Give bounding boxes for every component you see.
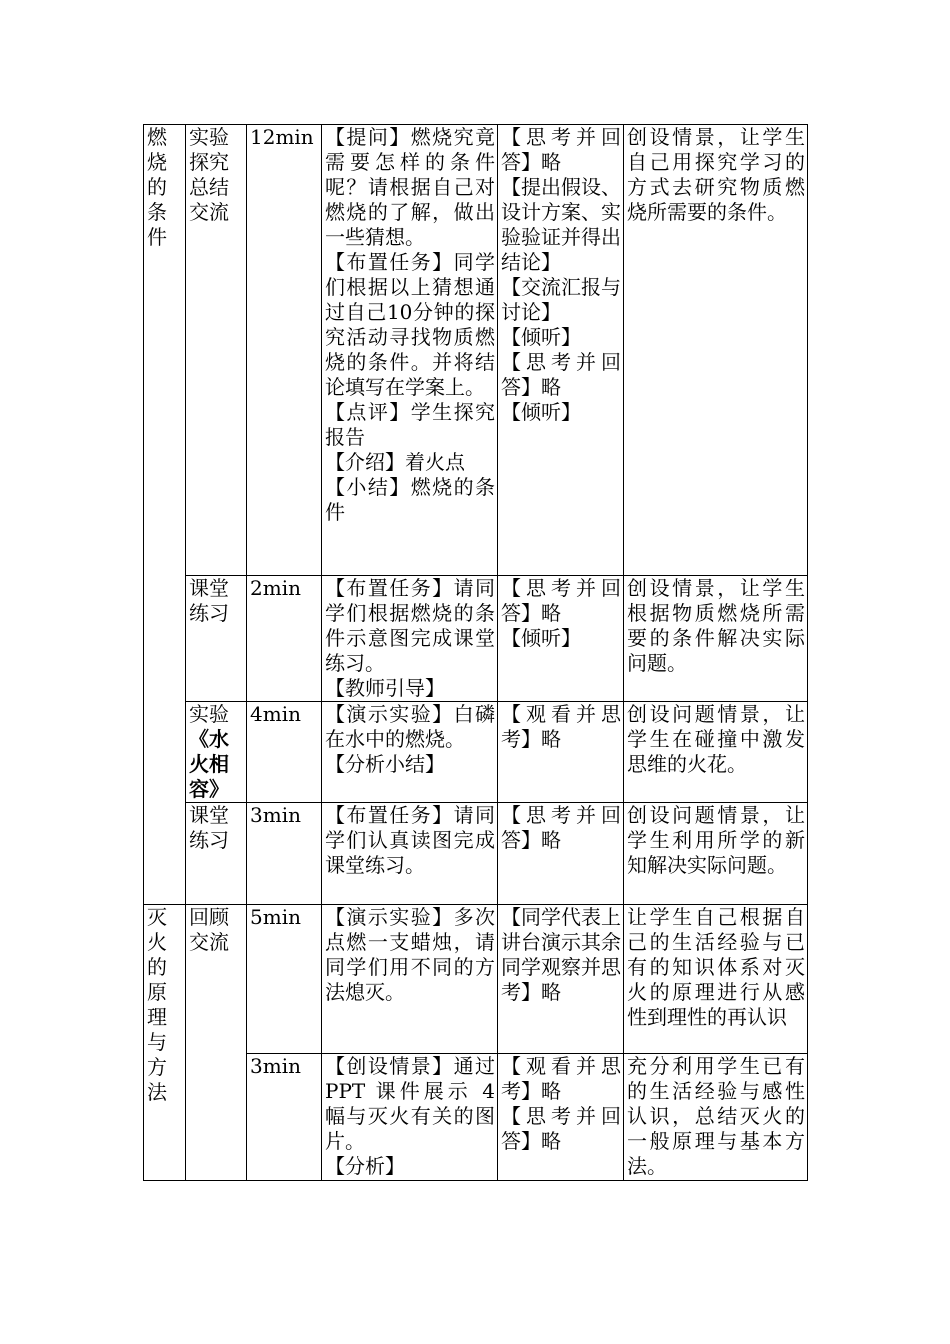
teacher-activity-cell: [322, 803, 498, 905]
teacher-activity-cell: [322, 905, 498, 1054]
teacher-activity-text: 【小结】燃烧的条件: [325, 475, 495, 524]
design-intent-cell: [624, 1054, 808, 1181]
time-cell: [247, 576, 322, 702]
student-activity-cell: [498, 576, 624, 702]
lesson-plan-table: [143, 124, 808, 1181]
activity-label: 回顾交流: [189, 905, 229, 954]
time-cell: [247, 803, 322, 905]
activity-cell: [186, 125, 247, 576]
teacher-activity-text: 【布置任务】同学们根据以上猜想通过自己10分钟的探究活动寻找物质燃烧的条件。并将结论填写在学案上。: [325, 250, 495, 399]
student-activity-text: 【思考并回答】略: [501, 1104, 621, 1153]
activity-cell: [186, 905, 247, 1181]
teacher-activity-text: 【提问】燃烧究竟需要怎样的条件呢？请根据自己对燃烧的了解，做出一些猜想。: [325, 125, 495, 249]
student-activity-text: 【观看并思考】略: [501, 702, 621, 751]
design-intent-text: 充分利用学生已有的生活经验与感性认识，总结灭火的一般原理与基本方法。: [627, 1054, 805, 1178]
student-activity-cell: [498, 803, 624, 905]
student-activity-text: 【思考并回答】略: [501, 125, 621, 174]
table-row: [144, 905, 808, 1054]
activity-cell: [186, 702, 247, 803]
activity-bold-title: 《水火相容》: [189, 727, 229, 801]
table-row: [144, 803, 808, 905]
student-activity-cell: [498, 125, 624, 576]
time-cell: [247, 905, 322, 1054]
time-label: 12min: [250, 125, 314, 149]
topic-cell: [144, 125, 186, 905]
student-activity-cell: [498, 702, 624, 803]
teacher-activity-cell: [322, 702, 498, 803]
student-activity-text: 【提出假设、设计方案、实验验证并得出结论】: [501, 175, 621, 274]
table-row: [144, 702, 808, 803]
activity-cell: [186, 576, 247, 702]
student-activity-text: 【倾听】: [501, 400, 581, 424]
activity-label: 课堂练习: [189, 576, 229, 625]
teacher-activity-cell: [322, 1054, 498, 1181]
student-activity-cell: [498, 905, 624, 1054]
student-activity-text: 【思考并回答】略: [501, 803, 621, 852]
time-label: 3min: [250, 1054, 301, 1078]
design-intent-cell: [624, 702, 808, 803]
teacher-activity-text: 【教师引导】: [325, 676, 445, 700]
design-intent-text: 创设情景，让学生自己用探究学习的方式去研究物质燃烧所需要的条件。: [627, 125, 805, 224]
time-cell: [247, 1054, 322, 1181]
teacher-activity-text: 【介绍】着火点: [325, 450, 465, 474]
topic-cell: [144, 905, 186, 1181]
time-label: 3min: [250, 803, 301, 827]
design-intent-cell: [624, 803, 808, 905]
time-cell: [247, 125, 322, 576]
activity-prefix: 实验: [189, 702, 229, 726]
time-label: 5min: [250, 905, 301, 929]
topic-label: 燃烧的条件: [147, 125, 167, 249]
design-intent-text: 创设问题情景，让学生利用所学的新知解决实际问题。: [627, 803, 805, 877]
teacher-activity-text: 【演示实验】多次点燃一支蜡烛，请同学们用不同的方法熄灭。: [325, 905, 495, 1004]
teacher-activity-cell: [322, 125, 498, 576]
time-label: 4min: [250, 702, 301, 726]
student-activity-text: 【同学代表上讲台演示其余同学观察并思考】略: [501, 905, 621, 1004]
teacher-activity-text: 【布置任务】请同学们认真读图完成课堂练习。: [325, 803, 495, 877]
student-activity-cell: [498, 1054, 624, 1181]
activity-label: 实验探究总结交流: [189, 125, 229, 224]
design-intent-text: 创设情景，让学生根据物质燃烧所需要的条件解决实际问题。: [627, 576, 805, 675]
design-intent-cell: [624, 576, 808, 702]
student-activity-text: 【观看并思考】略: [501, 1054, 621, 1103]
table-row: [144, 125, 808, 576]
teacher-activity-cell: [322, 576, 498, 702]
student-activity-text: 【思考并回答】略: [501, 576, 621, 625]
design-intent-cell: [624, 125, 808, 576]
student-activity-text: 【倾听】: [501, 626, 581, 650]
activity-cell: [186, 803, 247, 905]
teacher-activity-text: 【创设情景】通过 PPT 课件展示 4 幅与灭火有关的图片。: [325, 1054, 495, 1153]
activity-label: 课堂练习: [189, 803, 229, 852]
design-intent-cell: [624, 905, 808, 1054]
topic-label: 灭火的原理与方法: [147, 905, 167, 1104]
teacher-activity-text: 【分析小结】: [325, 752, 445, 776]
design-intent-text: 让学生自己根据自己的生活经验与已有的知识体系对灭火的原理进行从感性到理性的再认识: [627, 905, 805, 1029]
teacher-activity-text: 【演示实验】白磷在水中的燃烧。: [325, 702, 495, 751]
teacher-activity-text: 【分析】: [325, 1154, 405, 1178]
teacher-activity-text: 【点评】学生探究报告: [325, 400, 495, 449]
teacher-activity-text: 【布置任务】请同学们根据燃烧的条件示意图完成课堂练习。: [325, 576, 495, 675]
student-activity-text: 【思考并回答】略: [501, 350, 621, 399]
design-intent-text: 创设问题情景，让学生在碰撞中激发思维的火花。: [627, 702, 805, 776]
student-activity-text: 【倾听】: [501, 325, 581, 349]
student-activity-text: 【交流汇报与讨论】: [501, 275, 621, 324]
table-row: [144, 576, 808, 702]
time-cell: [247, 702, 322, 803]
time-label: 2min: [250, 576, 301, 600]
